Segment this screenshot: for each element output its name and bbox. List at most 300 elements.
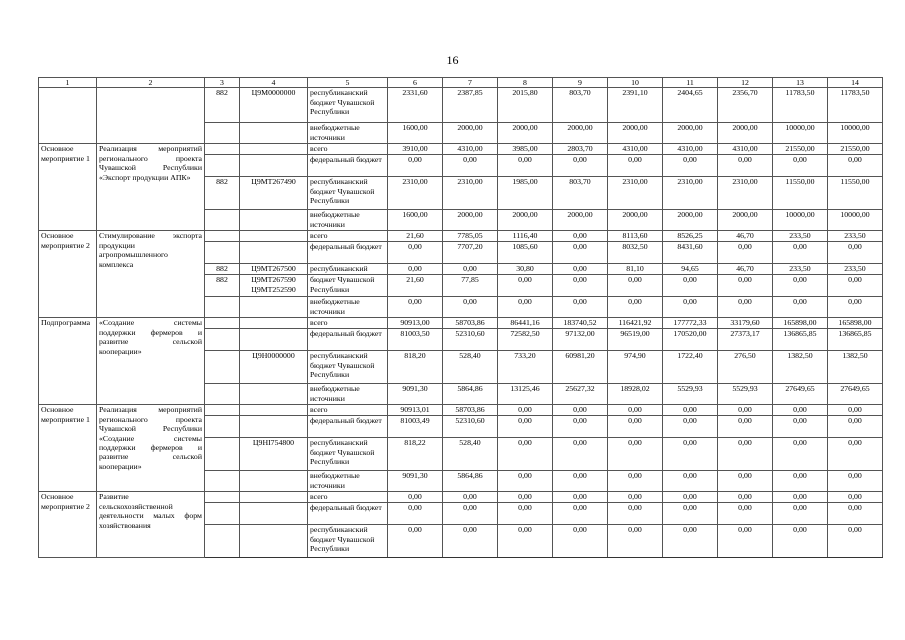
code-cell xyxy=(205,155,240,177)
amount-cell: 0,00 xyxy=(718,242,773,264)
amount-cell: 0,00 xyxy=(553,405,608,416)
classification-code-cell xyxy=(240,405,308,416)
amount-cell: 0,00 xyxy=(718,275,773,297)
amount-cell: 25627,32 xyxy=(553,384,608,405)
item-name-cell: Реализация мероприятий регионального проекта Чувашской Республики «Создание системы поддержки фермеров и развитие сельской кооперации» xyxy=(97,405,205,492)
amount-cell: 0,00 xyxy=(498,525,553,558)
amount-cell: 46,70 xyxy=(718,264,773,275)
amount-cell: 528,40 xyxy=(443,351,498,384)
amount-cell: 2404,65 xyxy=(663,88,718,123)
amount-cell: 2387,85 xyxy=(443,88,498,123)
item-name-cell xyxy=(97,88,205,144)
amount-cell: 0,00 xyxy=(663,405,718,416)
amount-cell: 233,50 xyxy=(828,231,883,242)
amount-cell: 60981,20 xyxy=(553,351,608,384)
classification-code-cell: Ц9НI754800 xyxy=(240,438,308,471)
amount-cell: 3910,00 xyxy=(388,144,443,155)
amount-cell: 0,00 xyxy=(608,275,663,297)
amount-cell: 11783,50 xyxy=(773,88,828,123)
classification-code-cell xyxy=(240,318,308,329)
code-cell xyxy=(205,471,240,492)
amount-cell: 2000,00 xyxy=(663,210,718,231)
amount-cell: 27649,65 xyxy=(828,384,883,405)
funding-source-cell: республиканский бюджет Чувашской Республики xyxy=(308,177,388,210)
amount-cell: 0,00 xyxy=(498,297,553,318)
classification-code-cell xyxy=(240,384,308,405)
amount-cell: 1085,60 xyxy=(498,242,553,264)
code-cell: 882 xyxy=(205,264,240,275)
column-header-10: 10 xyxy=(608,78,663,88)
amount-cell: 0,00 xyxy=(828,275,883,297)
header-row xyxy=(39,78,883,88)
amount-cell: 0,00 xyxy=(553,275,608,297)
amount-cell: 0,00 xyxy=(388,503,443,525)
amount-cell: 165898,00 xyxy=(828,318,883,329)
amount-cell: 0,00 xyxy=(443,264,498,275)
amount-cell: 0,00 xyxy=(828,242,883,264)
amount-cell: 0,00 xyxy=(718,503,773,525)
column-header-13: 13 xyxy=(773,78,828,88)
amount-cell: 0,00 xyxy=(553,438,608,471)
table-row xyxy=(39,492,883,503)
funding-source-cell: республиканский бюджет Чувашской Республики xyxy=(308,351,388,384)
amount-cell: 0,00 xyxy=(718,525,773,558)
column-header-7: 7 xyxy=(443,78,498,88)
amount-cell: 136865,85 xyxy=(773,329,828,351)
column-header-12: 12 xyxy=(718,78,773,88)
amount-cell: 5864,86 xyxy=(443,471,498,492)
code-cell xyxy=(205,438,240,471)
amount-cell: 0,00 xyxy=(828,503,883,525)
funding-source-cell: всего xyxy=(308,144,388,155)
amount-cell: 0,00 xyxy=(553,525,608,558)
classification-code-cell: Ц9Н0000000 xyxy=(240,351,308,384)
amount-cell: 4310,00 xyxy=(608,144,663,155)
classification-code-cell xyxy=(240,503,308,525)
amount-cell: 0,00 xyxy=(553,155,608,177)
amount-cell: 0,00 xyxy=(553,231,608,242)
column-header-4: 4 xyxy=(240,78,308,88)
code-cell xyxy=(205,144,240,155)
amount-cell: 0,00 xyxy=(718,438,773,471)
amount-cell: 233,50 xyxy=(773,264,828,275)
table-row xyxy=(39,231,883,242)
table-body xyxy=(39,78,883,558)
amount-cell: 81003,49 xyxy=(388,416,443,438)
amount-cell: 2331,60 xyxy=(388,88,443,123)
amount-cell: 10000,00 xyxy=(828,210,883,231)
code-cell: 882 xyxy=(205,177,240,210)
amount-cell: 90913,00 xyxy=(388,318,443,329)
column-header-9: 9 xyxy=(553,78,608,88)
code-cell xyxy=(205,231,240,242)
item-name-cell: Реализация мероприятий регионального проекта Чувашской Республики «Экспорт продукции АПК» xyxy=(97,144,205,231)
amount-cell: 0,00 xyxy=(773,503,828,525)
funding-source-cell: республиканский xyxy=(308,264,388,275)
amount-cell: 0,00 xyxy=(828,471,883,492)
amount-cell: 9091,30 xyxy=(388,471,443,492)
amount-cell: 8113,60 xyxy=(608,231,663,242)
amount-cell: 0,00 xyxy=(443,503,498,525)
amount-cell: 0,00 xyxy=(663,503,718,525)
amount-cell: 818,22 xyxy=(388,438,443,471)
item-type-cell: Основное мероприятие 1 xyxy=(39,405,97,492)
amount-cell: 0,00 xyxy=(608,155,663,177)
amount-cell: 10000,00 xyxy=(828,123,883,144)
item-name-cell: Стимулирование экспорта продукции агропромышленного комплекса xyxy=(97,231,205,318)
amount-cell: 0,00 xyxy=(718,297,773,318)
code-cell xyxy=(205,318,240,329)
amount-cell: 0,00 xyxy=(663,155,718,177)
code-cell xyxy=(205,351,240,384)
amount-cell: 0,00 xyxy=(718,492,773,503)
code-cell xyxy=(205,210,240,231)
amount-cell: 0,00 xyxy=(388,242,443,264)
code-cell xyxy=(205,123,240,144)
amount-cell: 2310,00 xyxy=(663,177,718,210)
code-cell xyxy=(205,384,240,405)
amount-cell: 8032,50 xyxy=(608,242,663,264)
amount-cell: 0,00 xyxy=(773,438,828,471)
amount-cell: 0,00 xyxy=(553,503,608,525)
amount-cell: 0,00 xyxy=(608,416,663,438)
amount-cell: 0,00 xyxy=(498,155,553,177)
amount-cell: 81003,50 xyxy=(388,329,443,351)
amount-cell: 5529,93 xyxy=(663,384,718,405)
code-cell xyxy=(205,503,240,525)
amount-cell: 0,00 xyxy=(718,416,773,438)
amount-cell: 0,00 xyxy=(828,438,883,471)
amount-cell: 2000,00 xyxy=(553,210,608,231)
amount-cell: 2803,70 xyxy=(553,144,608,155)
amount-cell: 0,00 xyxy=(773,275,828,297)
amount-cell: 170520,00 xyxy=(663,329,718,351)
amount-cell: 0,00 xyxy=(498,405,553,416)
column-header-11: 11 xyxy=(663,78,718,88)
amount-cell: 0,00 xyxy=(608,503,663,525)
funding-source-cell: всего xyxy=(308,231,388,242)
amount-cell: 10000,00 xyxy=(773,123,828,144)
amount-cell: 5864,86 xyxy=(443,384,498,405)
code-cell xyxy=(205,297,240,318)
amount-cell: 30,80 xyxy=(498,264,553,275)
funding-source-cell: федеральный бюджет xyxy=(308,155,388,177)
funding-source-cell: федеральный бюджет xyxy=(308,242,388,264)
amount-cell: 86441,16 xyxy=(498,318,553,329)
amount-cell: 528,40 xyxy=(443,438,498,471)
amount-cell: 52310,60 xyxy=(443,416,498,438)
amount-cell: 90913,01 xyxy=(388,405,443,416)
amount-cell: 0,00 xyxy=(388,492,443,503)
amount-cell: 0,00 xyxy=(663,438,718,471)
amount-cell: 0,00 xyxy=(663,416,718,438)
amount-cell: 0,00 xyxy=(443,155,498,177)
column-header-2: 2 xyxy=(97,78,205,88)
amount-cell: 7785,05 xyxy=(443,231,498,242)
amount-cell: 72582,50 xyxy=(498,329,553,351)
amount-cell: 11783,50 xyxy=(828,88,883,123)
amount-cell: 0,00 xyxy=(498,492,553,503)
funding-source-cell: республиканский бюджет Чувашской Республики xyxy=(308,438,388,471)
amount-cell: 27373,17 xyxy=(718,329,773,351)
amount-cell: 0,00 xyxy=(553,471,608,492)
code-cell xyxy=(205,416,240,438)
classification-code-cell xyxy=(240,231,308,242)
funding-source-cell: внебюджетные источники xyxy=(308,384,388,405)
code-cell xyxy=(205,242,240,264)
amount-cell: 9091,30 xyxy=(388,384,443,405)
amount-cell: 4310,00 xyxy=(443,144,498,155)
funding-source-cell: федеральный бюджет xyxy=(308,329,388,351)
classification-code-cell: Ц9МТ267590 Ц9МТ252590 xyxy=(240,275,308,297)
page-number: 16 xyxy=(446,53,459,67)
amount-cell: 183740,52 xyxy=(553,318,608,329)
amount-cell: 21550,00 xyxy=(828,144,883,155)
code-cell xyxy=(205,329,240,351)
funding-source-cell: республиканский бюджет Чувашской Республики xyxy=(308,525,388,558)
code-cell xyxy=(205,492,240,503)
classification-code-cell: Ц9МТ267500 xyxy=(240,264,308,275)
amount-cell: 0,00 xyxy=(663,275,718,297)
amount-cell: 2000,00 xyxy=(553,123,608,144)
amount-cell: 0,00 xyxy=(828,155,883,177)
amount-cell: 2000,00 xyxy=(498,210,553,231)
amount-cell: 46,70 xyxy=(718,231,773,242)
amount-cell: 2356,70 xyxy=(718,88,773,123)
column-header-14: 14 xyxy=(828,78,883,88)
amount-cell: 2000,00 xyxy=(608,210,663,231)
amount-cell: 165898,00 xyxy=(773,318,828,329)
amount-cell: 0,00 xyxy=(498,416,553,438)
amount-cell: 2000,00 xyxy=(443,210,498,231)
amount-cell: 2015,80 xyxy=(498,88,553,123)
amount-cell: 0,00 xyxy=(663,471,718,492)
classification-code-cell xyxy=(240,329,308,351)
classification-code-cell: Ц9М0000000 xyxy=(240,88,308,123)
amount-cell: 136865,85 xyxy=(828,329,883,351)
funding-source-cell: всего xyxy=(308,318,388,329)
code-cell xyxy=(205,405,240,416)
column-header-5: 5 xyxy=(308,78,388,88)
amount-cell: 3985,00 xyxy=(498,144,553,155)
amount-cell: 0,00 xyxy=(773,242,828,264)
amount-cell: 0,00 xyxy=(608,525,663,558)
amount-cell: 1382,50 xyxy=(828,351,883,384)
funding-source-cell: внебюджетные источники xyxy=(308,210,388,231)
funding-source-cell: республиканский бюджет Чувашской Республики xyxy=(308,88,388,123)
amount-cell: 0,00 xyxy=(443,492,498,503)
amount-cell: 11550,00 xyxy=(828,177,883,210)
classification-code-cell xyxy=(240,123,308,144)
column-header-6: 6 xyxy=(388,78,443,88)
table-row xyxy=(39,88,883,123)
column-header-1: 1 xyxy=(39,78,97,88)
amount-cell: 0,00 xyxy=(443,297,498,318)
classification-code-cell xyxy=(240,210,308,231)
amount-cell: 116421,92 xyxy=(608,318,663,329)
amount-cell: 96519,00 xyxy=(608,329,663,351)
amount-cell: 1600,00 xyxy=(388,210,443,231)
amount-cell: 33179,60 xyxy=(718,318,773,329)
column-header-3: 3 xyxy=(205,78,240,88)
amount-cell: 97132,00 xyxy=(553,329,608,351)
amount-cell: 1116,40 xyxy=(498,231,553,242)
amount-cell: 0,00 xyxy=(718,471,773,492)
item-type-cell: Основное мероприятие 2 xyxy=(39,492,97,558)
amount-cell: 233,50 xyxy=(828,264,883,275)
classification-code-cell xyxy=(240,471,308,492)
funding-source-cell: всего xyxy=(308,405,388,416)
amount-cell: 2310,00 xyxy=(443,177,498,210)
classification-code-cell xyxy=(240,492,308,503)
amount-cell: 0,00 xyxy=(553,416,608,438)
classification-code-cell xyxy=(240,297,308,318)
item-name-cell: Развитие сельскохозяйственной деятельности малых форм хозяйствования xyxy=(97,492,205,558)
item-type-cell: Основное мероприятие 2 xyxy=(39,231,97,318)
amount-cell: 0,00 xyxy=(773,155,828,177)
amount-cell: 0,00 xyxy=(553,492,608,503)
funding-source-cell: внебюджетные источники xyxy=(308,297,388,318)
item-type-cell xyxy=(39,88,97,144)
classification-code-cell xyxy=(240,144,308,155)
funding-source-cell: федеральный бюджет xyxy=(308,416,388,438)
amount-cell: 0,00 xyxy=(828,525,883,558)
amount-cell: 1600,00 xyxy=(388,123,443,144)
amount-cell: 77,85 xyxy=(443,275,498,297)
amount-cell: 177772,33 xyxy=(663,318,718,329)
amount-cell: 2310,00 xyxy=(388,177,443,210)
amount-cell: 0,00 xyxy=(388,264,443,275)
amount-cell: 4310,00 xyxy=(663,144,718,155)
amount-cell: 0,00 xyxy=(388,525,443,558)
amount-cell: 21,60 xyxy=(388,275,443,297)
amount-cell: 5529,93 xyxy=(718,384,773,405)
amount-cell: 10000,00 xyxy=(773,210,828,231)
amount-cell: 2310,00 xyxy=(718,177,773,210)
amount-cell: 0,00 xyxy=(608,492,663,503)
amount-cell: 0,00 xyxy=(828,416,883,438)
amount-cell: 2000,00 xyxy=(443,123,498,144)
amount-cell: 2391,10 xyxy=(608,88,663,123)
amount-cell: 81,10 xyxy=(608,264,663,275)
funding-source-cell: всего xyxy=(308,492,388,503)
amount-cell: 733,20 xyxy=(498,351,553,384)
amount-cell: 0,00 xyxy=(773,492,828,503)
amount-cell: 0,00 xyxy=(773,297,828,318)
classification-code-cell xyxy=(240,242,308,264)
amount-cell: 233,50 xyxy=(773,231,828,242)
amount-cell: 2000,00 xyxy=(663,123,718,144)
table-row xyxy=(39,318,883,329)
amount-cell: 13125,46 xyxy=(498,384,553,405)
amount-cell: 1382,50 xyxy=(773,351,828,384)
funding-source-cell: федеральный бюджет xyxy=(308,503,388,525)
amount-cell: 2000,00 xyxy=(718,123,773,144)
amount-cell: 7707,20 xyxy=(443,242,498,264)
amount-cell: 0,00 xyxy=(663,525,718,558)
amount-cell: 0,00 xyxy=(553,297,608,318)
amount-cell: 21,60 xyxy=(388,231,443,242)
table-row xyxy=(39,144,883,155)
amount-cell: 0,00 xyxy=(608,405,663,416)
amount-cell: 8431,60 xyxy=(663,242,718,264)
amount-cell: 0,00 xyxy=(608,438,663,471)
amount-cell: 11550,00 xyxy=(773,177,828,210)
amount-cell: 94,65 xyxy=(663,264,718,275)
amount-cell: 1722,40 xyxy=(663,351,718,384)
code-cell xyxy=(205,525,240,558)
amount-cell: 276,50 xyxy=(718,351,773,384)
item-type-cell: Подпрограмма xyxy=(39,318,97,405)
amount-cell: 803,70 xyxy=(553,88,608,123)
classification-code-cell xyxy=(240,416,308,438)
item-name-cell: «Создание системы поддержки фермеров и развитие сельской кооперации» xyxy=(97,318,205,405)
amount-cell: 21550,00 xyxy=(773,144,828,155)
amount-cell: 0,00 xyxy=(773,471,828,492)
column-header-8: 8 xyxy=(498,78,553,88)
amount-cell: 0,00 xyxy=(663,492,718,503)
amount-cell: 0,00 xyxy=(608,471,663,492)
amount-cell: 2000,00 xyxy=(608,123,663,144)
amount-cell: 0,00 xyxy=(388,155,443,177)
amount-cell: 974,90 xyxy=(608,351,663,384)
amount-cell: 0,00 xyxy=(498,503,553,525)
amount-cell: 0,00 xyxy=(608,297,663,318)
item-type-cell: Основное мероприятие 1 xyxy=(39,144,97,231)
classification-code-cell xyxy=(240,525,308,558)
amount-cell: 0,00 xyxy=(388,297,443,318)
amount-cell: 18928,02 xyxy=(608,384,663,405)
table-row xyxy=(39,405,883,416)
amount-cell: 803,70 xyxy=(553,177,608,210)
code-cell: 882 xyxy=(205,275,240,297)
amount-cell: 0,00 xyxy=(498,471,553,492)
amount-cell: 0,00 xyxy=(828,405,883,416)
amount-cell: 0,00 xyxy=(773,525,828,558)
amount-cell: 8526,25 xyxy=(663,231,718,242)
amount-cell: 58703,86 xyxy=(443,318,498,329)
classification-code-cell: Ц9МТ267490 xyxy=(240,177,308,210)
amount-cell: 0,00 xyxy=(718,405,773,416)
amount-cell: 0,00 xyxy=(553,264,608,275)
amount-cell: 0,00 xyxy=(828,492,883,503)
amount-cell: 58703,86 xyxy=(443,405,498,416)
amount-cell: 1985,00 xyxy=(498,177,553,210)
amount-cell: 52310,60 xyxy=(443,329,498,351)
amount-cell: 2000,00 xyxy=(498,123,553,144)
amount-cell: 4310,00 xyxy=(718,144,773,155)
amount-cell: 27649,65 xyxy=(773,384,828,405)
amount-cell: 0,00 xyxy=(663,297,718,318)
amount-cell: 0,00 xyxy=(553,242,608,264)
amount-cell: 0,00 xyxy=(443,525,498,558)
amount-cell: 0,00 xyxy=(718,155,773,177)
funding-source-cell: внебюджетные источники xyxy=(308,471,388,492)
amount-cell: 0,00 xyxy=(498,275,553,297)
amount-cell: 2310,00 xyxy=(608,177,663,210)
amount-cell: 0,00 xyxy=(498,438,553,471)
amount-cell: 0,00 xyxy=(828,297,883,318)
amount-cell: 0,00 xyxy=(773,405,828,416)
amount-cell: 0,00 xyxy=(773,416,828,438)
amount-cell: 2000,00 xyxy=(718,210,773,231)
classification-code-cell xyxy=(240,155,308,177)
amount-cell: 818,20 xyxy=(388,351,443,384)
budget-table xyxy=(38,77,883,558)
funding-source-cell: бюджет Чувашской Республики xyxy=(308,275,388,297)
funding-source-cell: внебюджетные источники xyxy=(308,123,388,144)
code-cell: 882 xyxy=(205,88,240,123)
